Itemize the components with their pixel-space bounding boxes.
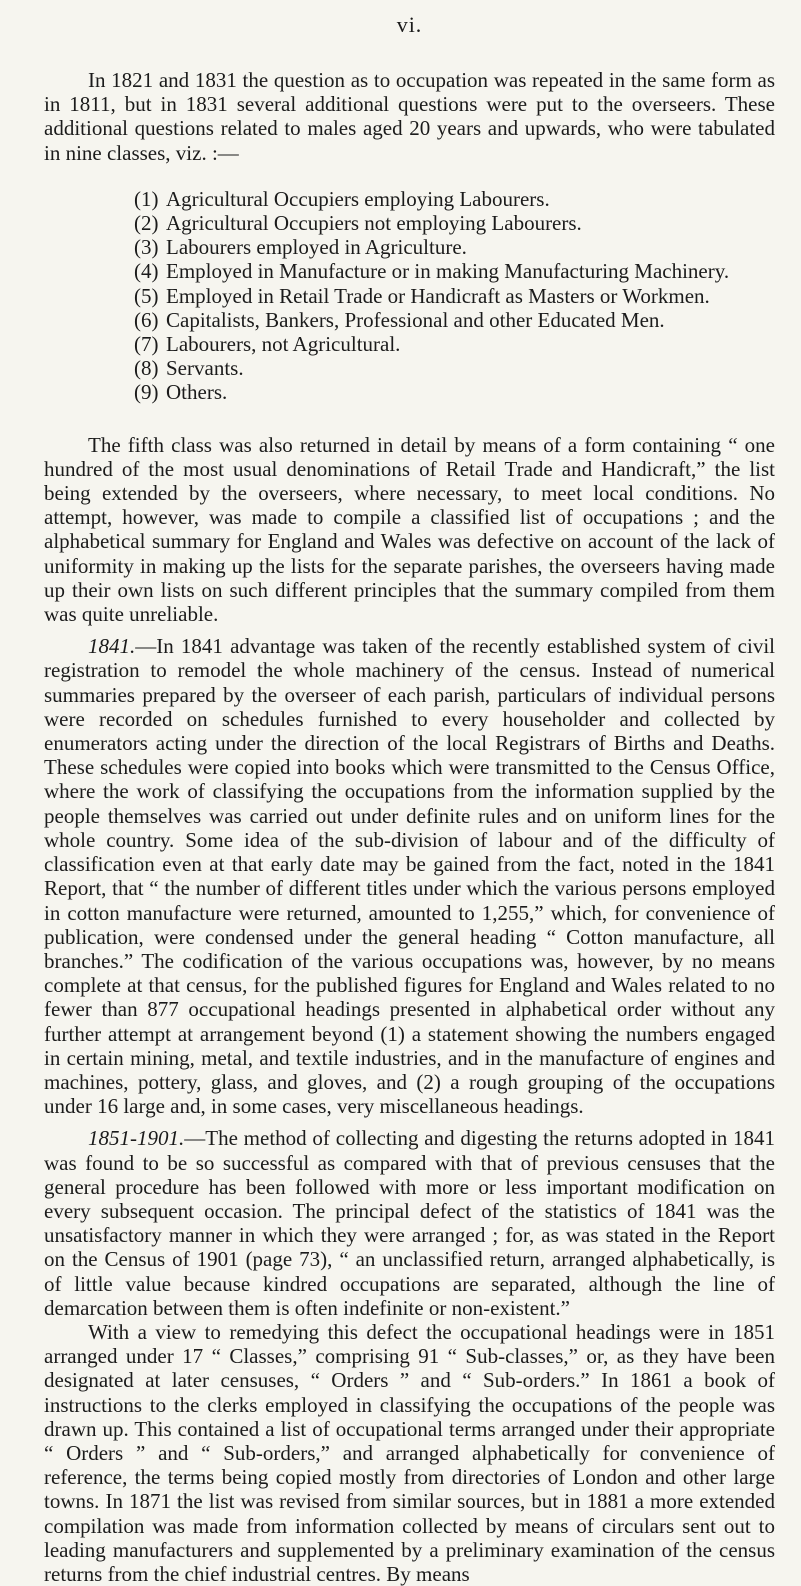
paragraph-1851-1901: 1851-1901.—The method of collecting and digesting the returns adopted in 1841 was found to be so successful as compared with that of previous censuses that the general procedure has been followed with more or less important modification on every subsequent occasion. The principal defect of the statistics of 1841 was the unsatisfactory manner in which they were arranged ; for, as was stated in the Report on the Census of 1901 (page 73), “ an unclassified return, arranged alphabetically, is of little value because kindred occupations are separated, although the line of demarcation between them is often indefinite or non-existent.” [44, 1126, 775, 1320]
class-item-7: (7) Labourers, not Agricultural. [134, 332, 401, 357]
class-item-4: (4) Employed in Manufacture or in making Manufacturing Machinery. [134, 259, 730, 284]
occupation-classes-list [44, 187, 775, 405]
class-item-9: (9) Others. [134, 380, 228, 405]
paragraph-fifth-class: The fifth class was also returned in detail by means of a form containing “ one hundred of the most usual denominations of Retail Trade and Handicraft,” the list being extended by the overseers, where necessary, to meet local conditions. No attempt, however, was made to compile a classified list of occupations ; and the alphabetical summary for England and Wales was defective on account of the lack of uniformity in making up the lists for the separate parishes, the overseers having made up their own lists on such different principles that the summary compiled from them was quite unreliable. [44, 432, 775, 627]
class-item-2: (2) Agricultural Occupiers not employing Labourers. [134, 211, 582, 236]
class-item-3: (3) Labourers employed in Agriculture. [134, 235, 467, 260]
paragraph-1831-questions: In 1821 and 1831 the question as to occupation was repeated in the same form as in 1811, but in 1831 several additional questions were put to the overseers. These additional questions related to males aged 20 years and upwards, who were tabulated in nine classes, viz. :— [44, 68, 775, 165]
section-heading-1851-1901: 1851-1901. [88, 1126, 185, 1151]
class-item-5: (5) Employed in Retail Trade or Handicraft as Masters or Workmen. [134, 283, 710, 308]
class-item-6: (6) Capitalists, Bankers, Professional and other Educated Men. [134, 307, 665, 332]
section-heading-1841: 1841. [88, 634, 136, 659]
page-number: vi. [396, 12, 423, 37]
class-item-1: (1) Agricultural Occupiers employing Labourers. [134, 186, 550, 211]
paragraph-remedying-defect: With a view to remedying this defect the occupational headings were in 1851 arranged under 17 “ Classes,” comprising 91 “ Sub-classes,” or, as they have been designated at later censuses, “ Orders ” and “ Sub-orders.” In 1861 a book of instructions to the clerks employed in classifying the occupations of the people was drawn up. This contained a list of occupational terms arranged under their appropriate “ Orders ” and “ Sub-orders,” and arranged alphabetically for convenience of reference, the terms being copied mostly from directories of London and other large towns. In 1871 the list was revised from similar sources, but in 1881 a more extended compilation was made from information collected by means of circulars sent out to leading manufacturers and supplemented by a preliminary examination of the census returns from the chief industrial centres. By means [44, 1319, 775, 1586]
paragraph-1841: 1841.—In 1841 advantage was taken of the recently established system of civil registration to remodel the whole machinery of the census. Instead of numerical summaries prepared by the overseer of each parish, particulars of individual persons were recorded on schedules furnished to every householder and collected by enumerators acting under the direction of the local Registrars of Births and Deaths. These schedules were copied into books which were transmitted to the Census Office, where the work of classifying the occupations from the information supplied by the people themselves was carried out under definite rules and on uniform lines for the whole country. Some idea of the sub-division of labour and of the difficulty of classification even at that early date may be gained from the fact, noted in the 1841 Report, that “ the number of different titles under which the various persons employed in cotton manufacture were returned, amounted to 1,255,” which, for convenience of publication, were condensed under the general heading “ Cotton manufacture, all branches.” The codification of the various occupations was, however, by no means complete at that census, for the published figures for England and Wales related to no fewer than 877 occupational headings presented in alphabetical order without any further attempt at arrangement beyond (1) a statement showing the numbers engaged in certain mining, metal, and textile industries, and in the manufacture of engines and machines, pottery, glass, and gloves, and (2) a rough grouping of the occupations under 16 large and, in some cases, very miscellaneous headings. [44, 634, 775, 1119]
class-item-8: (8) Servants. [134, 356, 244, 381]
